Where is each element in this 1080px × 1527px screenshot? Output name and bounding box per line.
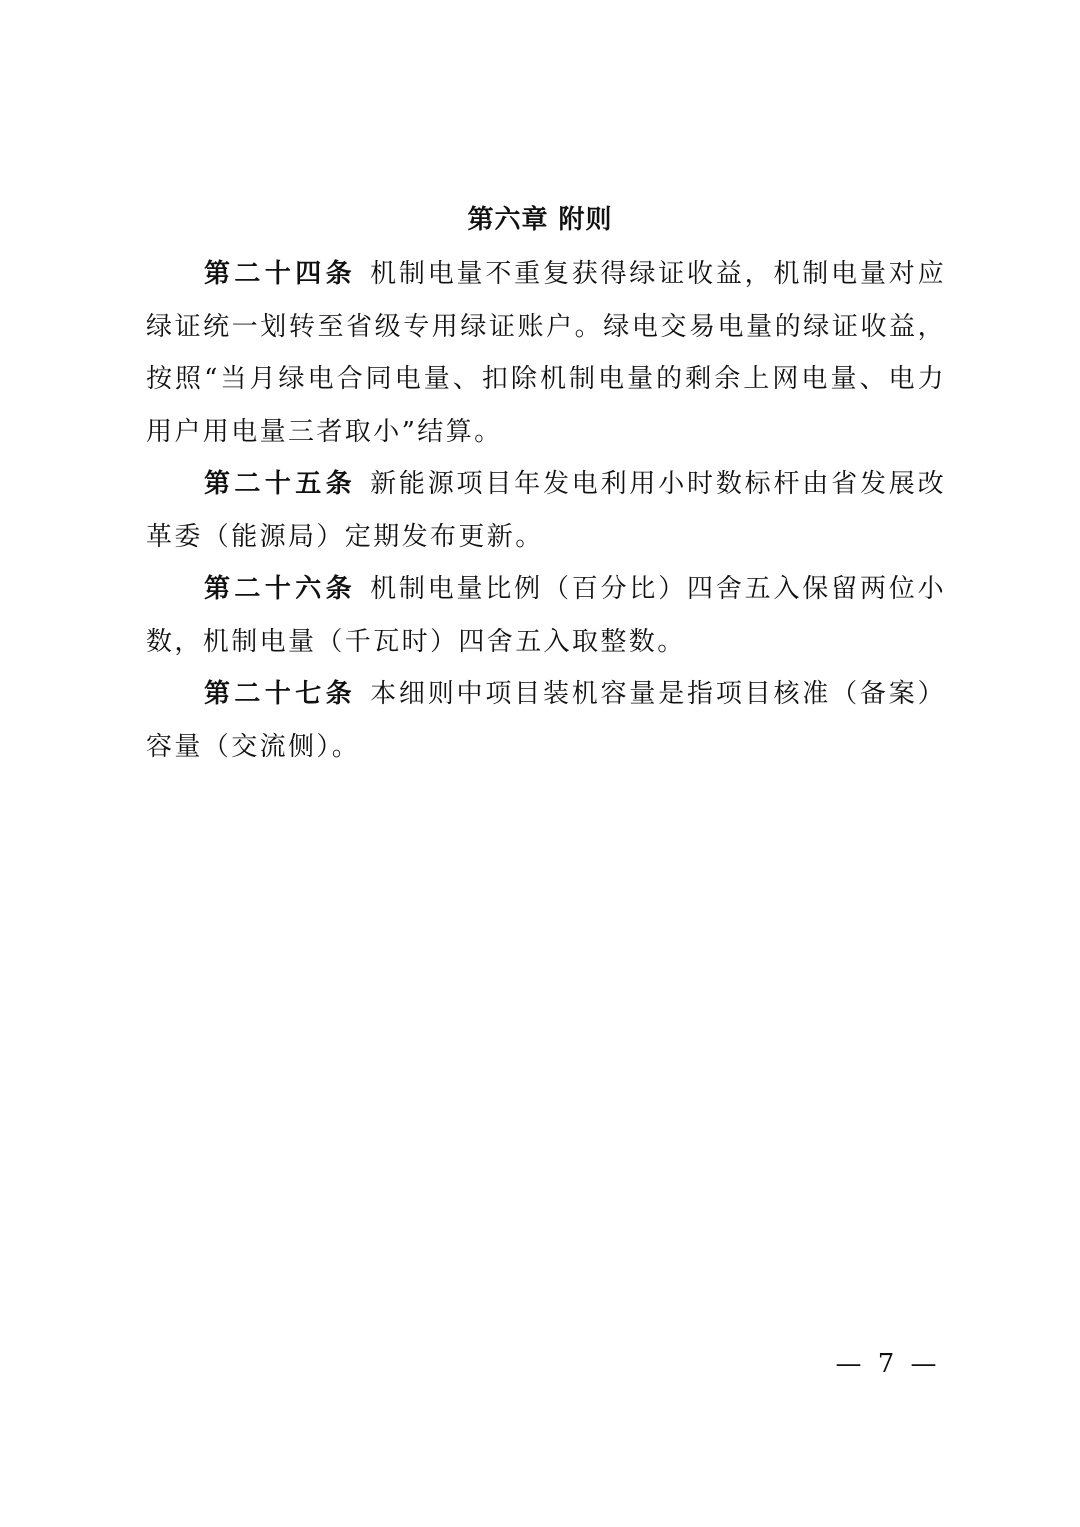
chapter-title: 第六章 附则 (467, 205, 613, 235)
article-number: 第二十七条 (204, 679, 357, 709)
article-24 (146, 248, 946, 458)
article-number: 第二十五条 (204, 469, 357, 499)
page-number: — 7 — (835, 1349, 941, 1379)
article-number: 第二十六条 (204, 574, 357, 604)
article-text: 机制电量比例（百分比）四舍五入保留两位小数，机制电量（千瓦时）四舍五入取整数。 (146, 574, 946, 657)
article-text: 机制电量不重复获得绿证收益，机制电量对应绿证统一划转至省级专用绿证账户。绿电交易电量的绿证收益，按照“当月绿电合同电量、扣除机制电量的剩余上网电量、电力用户用电量三者取小”结算。 (146, 259, 946, 447)
article-25 (146, 458, 946, 563)
document-body (146, 248, 946, 773)
article-26 (146, 563, 946, 668)
article-27 (146, 668, 946, 773)
article-number: 第二十四条 (204, 259, 357, 289)
article-text: 新能源项目年发电利用小时数标杆由省发展改革委（能源局）定期发布更新。 (146, 469, 946, 552)
article-text: 本细则中项目装机容量是指项目核准（备案）容量（交流侧）。 (146, 679, 946, 762)
